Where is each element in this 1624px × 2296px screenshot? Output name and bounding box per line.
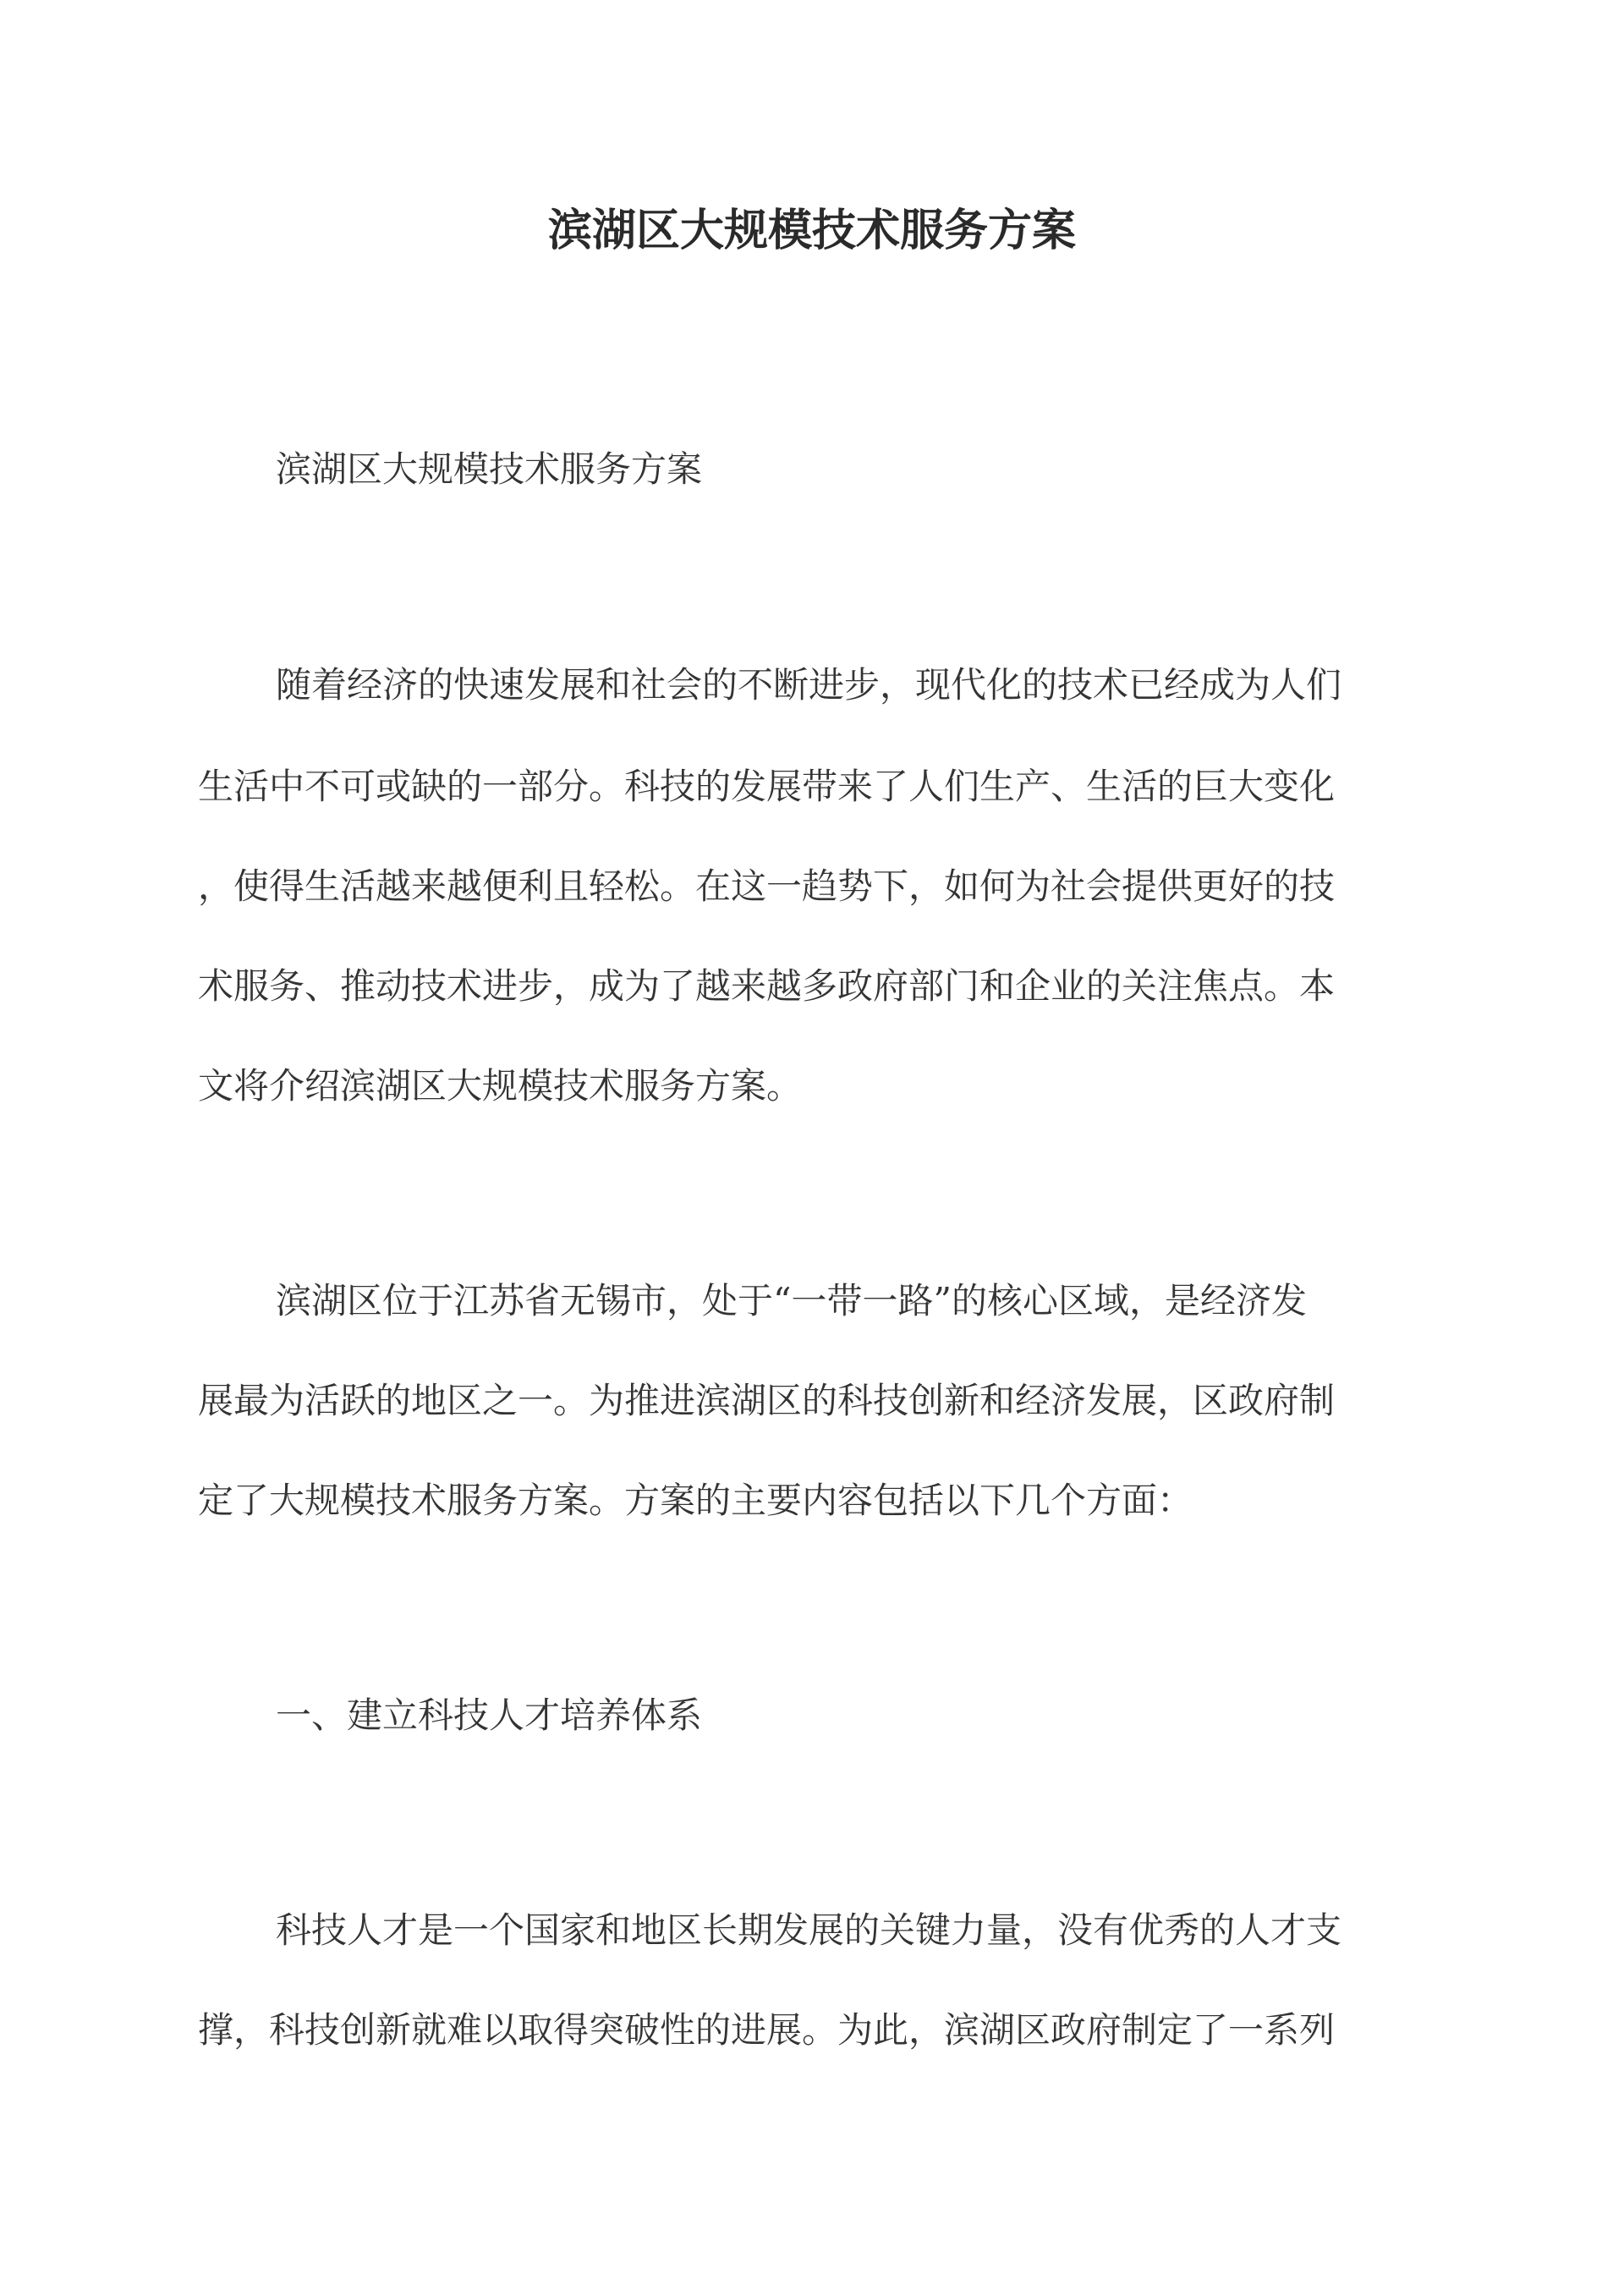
paragraph-line: 术服务、推动技术进步，成为了越来越多政府部门和企业的关注焦点。本 <box>198 965 1336 1007</box>
document-subtitle: 滨湖区大规模技术服务方案 <box>276 448 703 490</box>
paragraph-line: 滨湖区位于江苏省无锡市，处于“一带一路”的核心区域，是经济发 <box>276 1280 1307 1321</box>
paragraph-line: 生活中不可或缺的一部分。科技的发展带来了人们生产、生活的巨大变化 <box>198 766 1336 807</box>
paragraph-line: 随着经济的快速发展和社会的不断进步，现代化的技术已经成为人们 <box>276 664 1342 706</box>
paragraph-line: ，使得生活越来越便利且轻松。在这一趋势下，如何为社会提供更好的技 <box>198 865 1336 907</box>
paragraph-line: 展最为活跃的地区之一。为推进滨湖区的科技创新和经济发展，区政府制 <box>198 1380 1336 1421</box>
paragraph-line: 定了大规模技术服务方案。方案的主要内容包括以下几个方面： <box>198 1480 1193 1521</box>
paragraph-line: 文将介绍滨湖区大规模技术服务方案。 <box>198 1065 803 1107</box>
document-title: 滨湖区大规模技术服务方案 <box>547 205 1076 256</box>
paragraph-line: 撑，科技创新就难以取得突破性的进展。为此，滨湖区政府制定了一系列 <box>198 2009 1336 2051</box>
section-heading: 一、建立科技人才培养体系 <box>276 1695 703 1736</box>
paragraph-line: 科技人才是一个国家和地区长期发展的关键力量，没有优秀的人才支 <box>276 1909 1342 1951</box>
